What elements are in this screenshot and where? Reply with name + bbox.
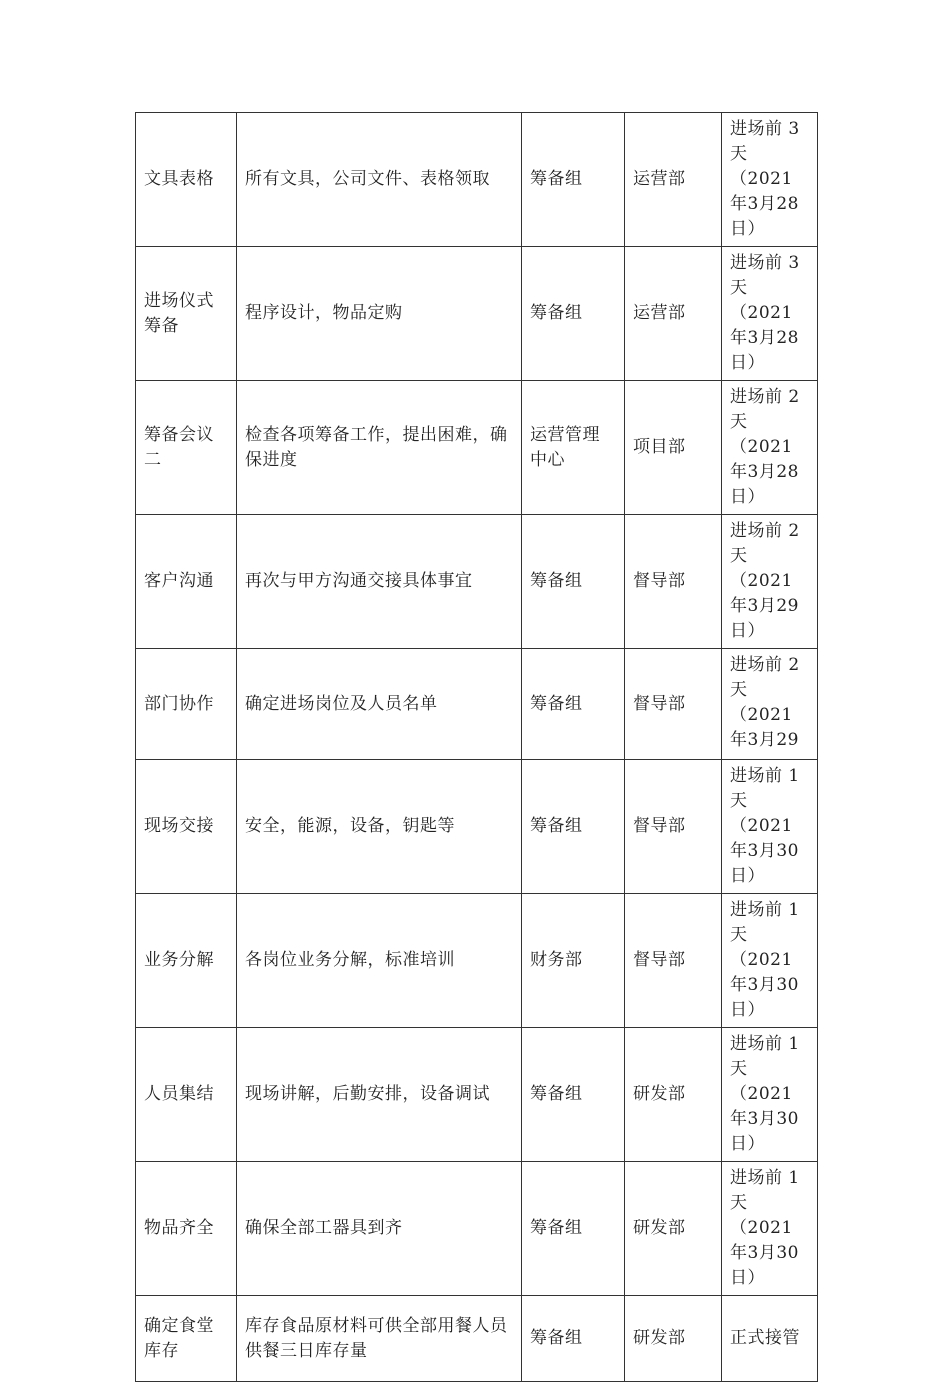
- item-cell: 进场仪式筹备: [136, 247, 237, 381]
- table-row: [136, 1028, 818, 1162]
- item-cell: 筹备会议二: [136, 381, 237, 515]
- table-row: [136, 760, 818, 894]
- dept-cell: 运营部: [625, 113, 722, 247]
- table-row: [136, 1296, 818, 1382]
- content-cell: 所有文具，公司文件、表格领取: [237, 113, 522, 247]
- owner-cell: 筹备组: [522, 760, 625, 894]
- owner-cell: 筹备组: [522, 515, 625, 649]
- item-cell: 现场交接: [136, 760, 237, 894]
- time-cell: 进场前 1天（2021年3月30日）: [722, 1162, 818, 1296]
- time-cell: 正式接管: [722, 1296, 818, 1382]
- time-cell: 进场前 1天（2021年3月30日）: [722, 1028, 818, 1162]
- owner-cell: 运营管理中心: [522, 381, 625, 515]
- time-cell: 进场前 3天（2021年3月28日）: [722, 113, 818, 247]
- item-cell: 物品齐全: [136, 1162, 237, 1296]
- item-cell: 业务分解: [136, 894, 237, 1028]
- content-cell: 再次与甲方沟通交接具体事宜: [237, 515, 522, 649]
- item-cell: 部门协作: [136, 649, 237, 760]
- table-row: [136, 894, 818, 1028]
- table-row: [136, 649, 818, 760]
- table-row: [136, 1162, 818, 1296]
- owner-cell: 筹备组: [522, 113, 625, 247]
- item-cell: 确定食堂库存: [136, 1296, 237, 1382]
- item-cell: 客户沟通: [136, 515, 237, 649]
- table-row: [136, 381, 818, 515]
- time-cell: 进场前 2天（2021年3月29日）: [722, 515, 818, 649]
- content-cell: 现场讲解，后勤安排，设备调试: [237, 1028, 522, 1162]
- content-cell: 确保全部工器具到齐: [237, 1162, 522, 1296]
- content-cell: 各岗位业务分解，标准培训: [237, 894, 522, 1028]
- dept-cell: 督导部: [625, 894, 722, 1028]
- dept-cell: 研发部: [625, 1296, 722, 1382]
- owner-cell: 筹备组: [522, 649, 625, 760]
- table-row: [136, 247, 818, 381]
- time-cell: 进场前 1天（2021年3月30日）: [722, 894, 818, 1028]
- owner-cell: 筹备组: [522, 1296, 625, 1382]
- time-cell: 进场前 1天（2021年3月30日）: [722, 760, 818, 894]
- dept-cell: 督导部: [625, 649, 722, 760]
- owner-cell: 财务部: [522, 894, 625, 1028]
- item-cell: 人员集结: [136, 1028, 237, 1162]
- dept-cell: 研发部: [625, 1028, 722, 1162]
- dept-cell: 督导部: [625, 515, 722, 649]
- owner-cell: 筹备组: [522, 247, 625, 381]
- content-cell: 安全，能源，设备，钥匙等: [237, 760, 522, 894]
- dept-cell: 运营部: [625, 247, 722, 381]
- content-cell: 确定进场岗位及人员名单: [237, 649, 522, 760]
- schedule-table: [135, 112, 818, 1382]
- time-cell: 进场前 3天（2021年3月28日）: [722, 247, 818, 381]
- time-cell: 进场前 2天（2021年3月28日）: [722, 381, 818, 515]
- content-cell: 程序设计，物品定购: [237, 247, 522, 381]
- content-cell: 检查各项筹备工作，提出困难，确保进度: [237, 381, 522, 515]
- time-text: 进场前 2天（2021年3月29: [730, 655, 800, 750]
- time-cell: [722, 649, 818, 760]
- dept-cell: 督导部: [625, 760, 722, 894]
- item-cell: 文具表格: [136, 113, 237, 247]
- table-row: [136, 113, 818, 247]
- owner-cell: 筹备组: [522, 1028, 625, 1162]
- content-cell: 库存食品原材料可供全部用餐人员供餐三日库存量: [237, 1296, 522, 1382]
- table-row: [136, 515, 818, 649]
- dept-cell: 项目部: [625, 381, 722, 515]
- owner-cell: 筹备组: [522, 1162, 625, 1296]
- dept-cell: 研发部: [625, 1162, 722, 1296]
